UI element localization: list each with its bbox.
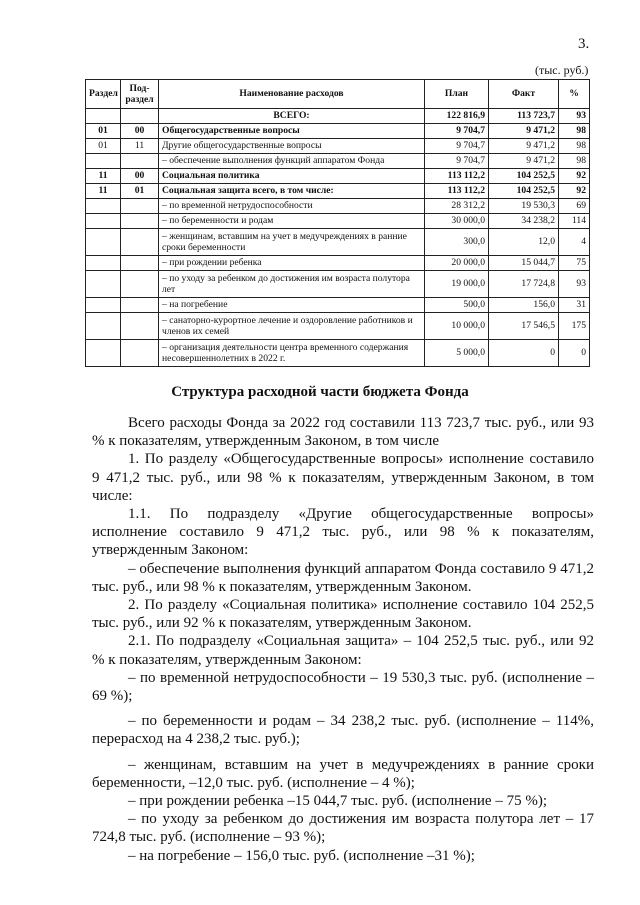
table-row — [86, 229, 590, 256]
row-fact-value: 17 546,5 — [489, 313, 559, 340]
row-expense-name: Социальная политика — [159, 169, 425, 184]
row-fact-value: 9 471,2 — [489, 124, 559, 139]
row-plan-value: 122 816,9 — [425, 109, 489, 124]
row-expense-name: – по беременности и родам — [159, 214, 425, 229]
row-expense-name: Социальная защита всего, в том числе: — [159, 184, 425, 199]
table-row — [86, 214, 590, 229]
row-subsection-code — [121, 229, 159, 256]
row-fact-value: 17 724,8 — [489, 271, 559, 298]
row-percent-value: 92 — [559, 169, 590, 184]
row-fact-value: 0 — [489, 340, 559, 367]
row-expense-name: – по временной нетрудоспособности — [159, 199, 425, 214]
row-fact-value: 104 252,5 — [489, 184, 559, 199]
row-fact-value: 34 238,2 — [489, 214, 559, 229]
table-row — [86, 313, 590, 340]
table-row — [86, 139, 590, 154]
row-fact-value: 9 471,2 — [489, 139, 559, 154]
row-subsection-code — [121, 256, 159, 271]
row-subsection-code: 01 — [121, 184, 159, 199]
row-percent-value: 98 — [559, 139, 590, 154]
row-subsection-code: 11 — [121, 139, 159, 154]
row-percent-value: 92 — [559, 184, 590, 199]
body-paragraph: 2.1. По подразделу «Социальная защита» – 104 252,5 тыс. руб., или 92 % к показателям, утвержденным Законом: — [92, 633, 594, 668]
budget-expenses-table — [85, 79, 590, 367]
body-paragraph: – по беременности и родам – 34 238,2 тыс. руб. (исполнение – 114%, перерасход на 4 238,2 тыс. руб.); — [92, 713, 594, 748]
row-percent-value: 4 — [559, 229, 590, 256]
table-row — [86, 199, 590, 214]
row-expense-name: ВСЕГО: — [159, 109, 425, 124]
row-fact-value: 9 471,2 — [489, 154, 559, 169]
row-percent-value: 93 — [559, 271, 590, 298]
row-section-code — [86, 298, 121, 313]
row-plan-value: 20 000,0 — [425, 256, 489, 271]
table-row — [86, 298, 590, 313]
row-subsection-code — [121, 214, 159, 229]
row-expense-name: – санаторно-курортное лечение и оздоровление работников и членов их семей — [159, 313, 425, 340]
row-section-code — [86, 313, 121, 340]
row-section-code: 11 — [86, 169, 121, 184]
row-subsection-code — [121, 109, 159, 124]
row-percent-value: 0 — [559, 340, 590, 367]
row-subsection-code — [121, 340, 159, 367]
body-paragraph: Всего расходы Фонда за 2022 год составили 113 723,7 тыс. руб., или 93 % к показателям, утвержденным Законом, в том числе — [92, 415, 594, 450]
body-paragraph: – женщинам, вставшим на учет в медучреждениях в ранние сроки беременности, –12,0 тыс. руб. (исполнение – 4 %); — [92, 756, 594, 791]
table-row — [86, 340, 590, 367]
body-paragraph: – на погребение – 156,0 тыс. руб. (исполнение –31 %); — [128, 847, 475, 864]
row-percent-value: 114 — [559, 214, 590, 229]
table-body — [86, 109, 590, 367]
table-row — [86, 184, 590, 199]
row-expense-name: – по уходу за ребенком до достижения им возраста полутора лет — [159, 271, 425, 298]
row-section-code: 01 — [86, 124, 121, 139]
row-plan-value: 5 000,0 — [425, 340, 489, 367]
row-fact-value: 12,0 — [489, 229, 559, 256]
row-plan-value: 30 000,0 — [425, 214, 489, 229]
header-name: Наименование расходов — [159, 80, 425, 109]
row-expense-name: Другие общегосударственные вопросы — [159, 139, 425, 154]
row-fact-value: 104 252,5 — [489, 169, 559, 184]
row-fact-value: 113 723,7 — [489, 109, 559, 124]
row-plan-value: 9 704,7 — [425, 124, 489, 139]
header-fact: Факт — [489, 80, 559, 109]
section-heading: Структура расходной части бюджета Фонда — [171, 384, 469, 400]
table-units-label: (тыс. руб.) — [535, 63, 589, 77]
body-paragraph: – обеспечение выполнения функций аппаратом Фонда составило 9 471,2 тыс. руб., или 98 % к показателям, утвержденным Законом. — [92, 560, 594, 595]
row-section-code: 01 — [86, 139, 121, 154]
row-percent-value: 93 — [559, 109, 590, 124]
row-expense-name: – женщинам, вставшим на учет в медучреждениях в ранние сроки беременности — [159, 229, 425, 256]
row-plan-value: 500,0 — [425, 298, 489, 313]
body-paragraph: 1.1. По подразделу «Другие общегосударственные вопросы» исполнение составило 9 471,2 тыс. руб., или 98 % к показателям, утвержденным Законом: — [92, 506, 594, 559]
row-plan-value: 28 312,2 — [425, 199, 489, 214]
row-plan-value: 113 112,2 — [425, 184, 489, 199]
row-plan-value: 19 000,0 — [425, 271, 489, 298]
body-paragraph: – по уходу за ребенком до достижения им возраста полутора лет – 17 724,8 тыс. руб. (исполнение – 93 %); — [92, 811, 594, 846]
row-section-code — [86, 109, 121, 124]
header-section: Раздел — [86, 80, 121, 109]
row-fact-value: 15 044,7 — [489, 256, 559, 271]
table-row — [86, 124, 590, 139]
row-section-code: 11 — [86, 184, 121, 199]
row-plan-value: 10 000,0 — [425, 313, 489, 340]
row-plan-value: 113 112,2 — [425, 169, 489, 184]
row-subsection-code — [121, 199, 159, 214]
table-row — [86, 169, 590, 184]
header-percent: % — [559, 80, 590, 109]
table-row — [86, 256, 590, 271]
row-percent-value: 31 — [559, 298, 590, 313]
page-number: 3. — [578, 36, 590, 52]
row-section-code — [86, 199, 121, 214]
table-row — [86, 109, 590, 124]
row-percent-value: 75 — [559, 256, 590, 271]
row-subsection-code — [121, 313, 159, 340]
row-expense-name: – организация деятельности центра временного содержания несовершеннолетних в 2022 г. — [159, 340, 425, 367]
row-section-code — [86, 154, 121, 169]
row-subsection-code — [121, 271, 159, 298]
row-percent-value: 98 — [559, 124, 590, 139]
body-paragraph: 2. По разделу «Социальная политика» исполнение составило 104 252,5 тыс. руб., или 92 % к показателям, утвержденным Законом. — [92, 597, 594, 632]
row-subsection-code: 00 — [121, 169, 159, 184]
table-row — [86, 154, 590, 169]
row-expense-name: Общегосударственные вопросы — [159, 124, 425, 139]
row-percent-value: 175 — [559, 313, 590, 340]
row-section-code — [86, 256, 121, 271]
row-percent-value: 69 — [559, 199, 590, 214]
row-expense-name: – обеспечение выполнения функций аппаратом Фонда — [159, 154, 425, 169]
row-fact-value: 19 530,3 — [489, 199, 559, 214]
row-section-code — [86, 229, 121, 256]
row-percent-value: 98 — [559, 154, 590, 169]
row-subsection-code: 00 — [121, 124, 159, 139]
row-expense-name: – при рождении ребенка — [159, 256, 425, 271]
body-paragraph: 1. По разделу «Общегосударственные вопросы» исполнение составило 9 471,2 тыс. руб., или 98 % к показателям, утвержденным Законом, в том числе: — [92, 451, 594, 504]
body-paragraph: – по временной нетрудоспособности – 19 530,3 тыс. руб. (исполнение – 69 %); — [92, 669, 594, 705]
row-expense-name: – на погребение — [159, 298, 425, 313]
header-subsection: Под- раздел — [121, 80, 159, 109]
table-row — [86, 271, 590, 298]
body-paragraph: – при рождении ребенка –15 044,7 тыс. руб. (исполнение – 75 %); — [128, 793, 547, 810]
row-plan-value: 9 704,7 — [425, 139, 489, 154]
body-text — [92, 414, 594, 865]
row-section-code — [86, 214, 121, 229]
row-fact-value: 156,0 — [489, 298, 559, 313]
row-plan-value: 9 704,7 — [425, 154, 489, 169]
table-header-row — [86, 80, 590, 109]
row-subsection-code — [121, 154, 159, 169]
row-plan-value: 300,0 — [425, 229, 489, 256]
row-subsection-code — [121, 298, 159, 313]
header-plan: План — [425, 80, 489, 109]
row-section-code — [86, 271, 121, 298]
row-section-code — [86, 340, 121, 367]
